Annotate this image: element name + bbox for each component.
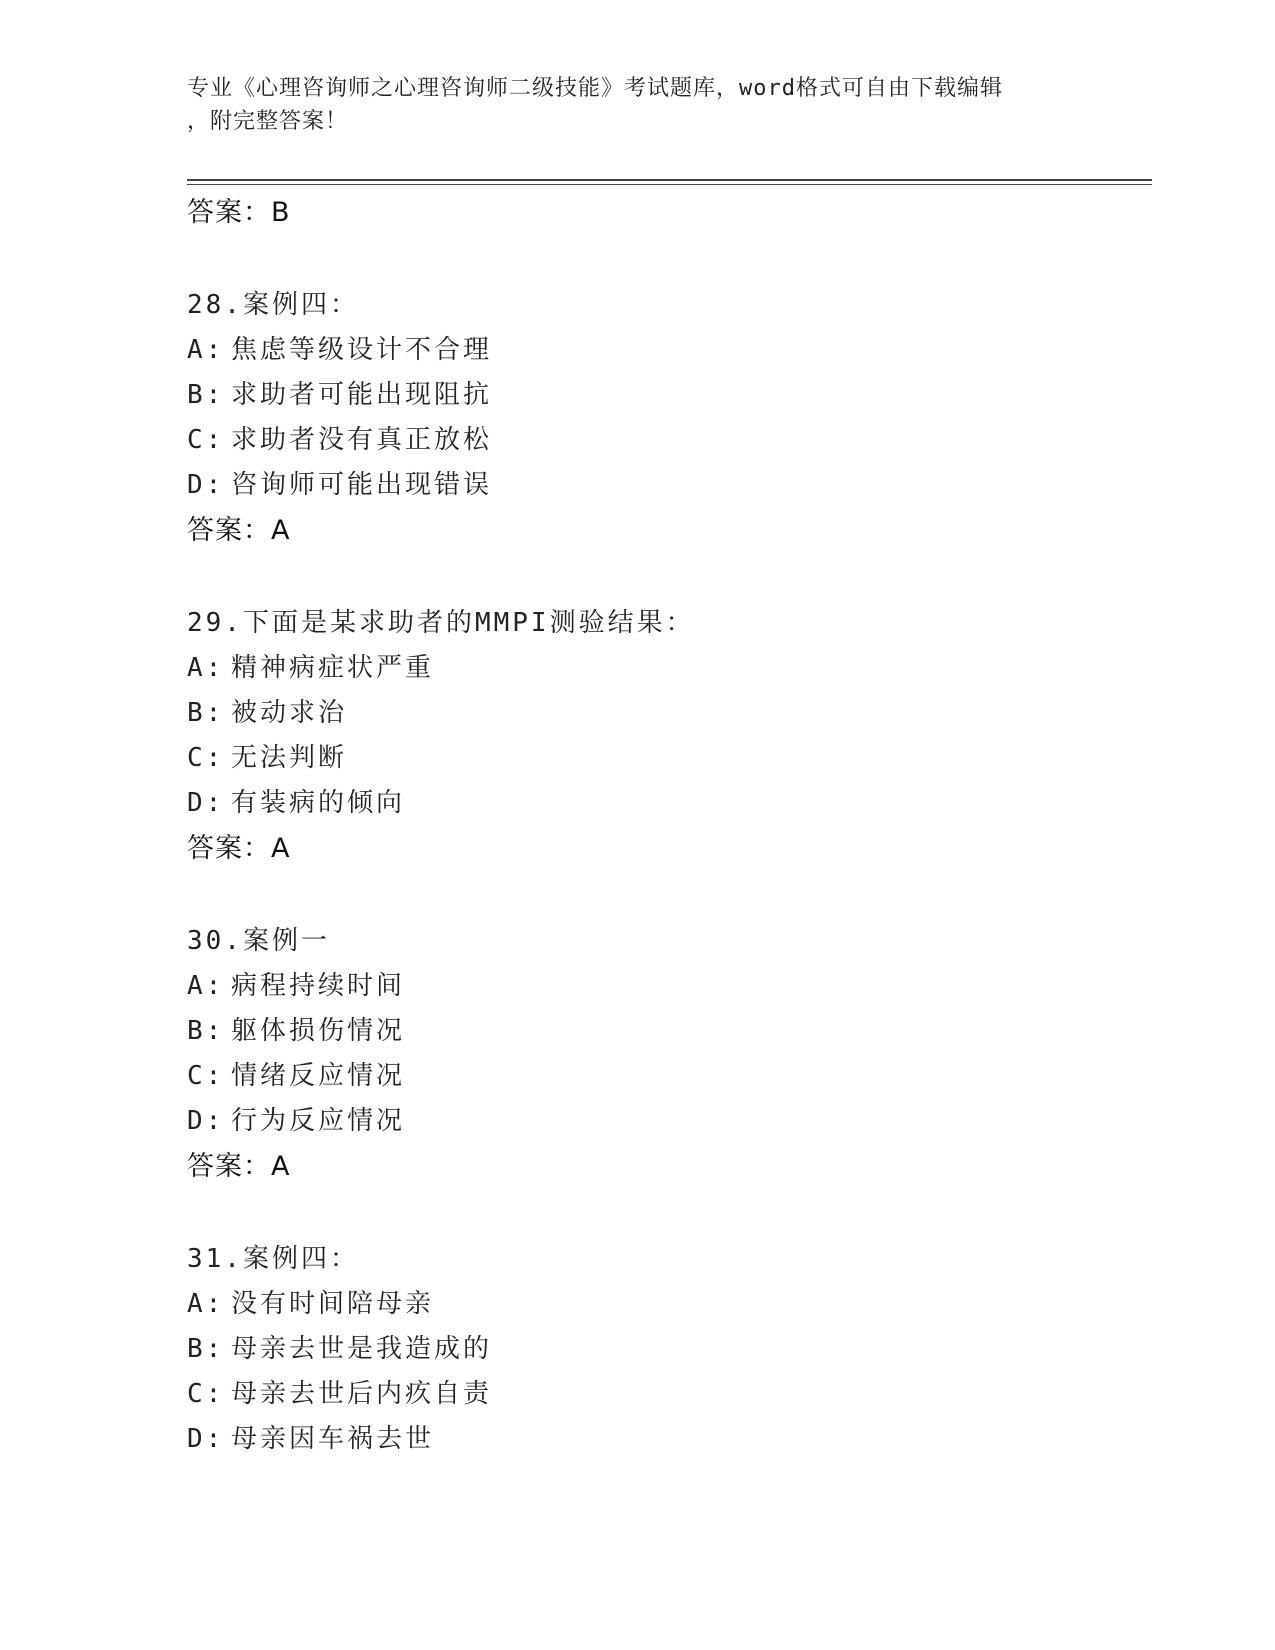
option-text: 母亲因车祸去世 (231, 1424, 435, 1454)
option-d (187, 1099, 1147, 1144)
option-letter: D: (187, 788, 225, 818)
option-a (187, 1282, 1147, 1327)
option-c (187, 736, 1147, 781)
option-letter: B: (187, 380, 225, 410)
option-text: 母亲去世后内疚自责 (231, 1379, 493, 1409)
option-d (187, 1417, 1147, 1462)
option-text: 精神病症状严重 (231, 653, 435, 683)
option-letter: B: (187, 1016, 225, 1046)
option-d (187, 463, 1147, 508)
answer-line: 答案：A (187, 833, 291, 864)
answer-line: 答案：A (187, 515, 291, 546)
header-line-2: ，附完整答案！ (187, 109, 349, 134)
header-divider-thick (187, 179, 1152, 181)
question-list (187, 190, 1147, 1462)
option-text: 病程持续时间 (231, 971, 406, 1001)
option-text: 躯体损伤情况 (231, 1016, 406, 1046)
option-b (187, 1009, 1147, 1054)
question-title: 30.案例一 (187, 926, 330, 956)
option-text: 无法判断 (231, 743, 348, 773)
option-a (187, 328, 1147, 373)
option-letter: C: (187, 743, 225, 773)
option-a (187, 646, 1147, 691)
option-text: 求助者没有真正放松 (231, 425, 493, 455)
option-b (187, 1327, 1147, 1372)
option-c (187, 418, 1147, 463)
option-c (187, 1372, 1147, 1417)
option-text: 求助者可能出现阻抗 (231, 380, 493, 410)
option-text: 焦虑等级设计不合理 (231, 335, 493, 365)
question-title: 29.下面是某求助者的MMPI测验结果： (187, 608, 695, 638)
question-title: 28.案例四： (187, 290, 359, 320)
option-letter: B: (187, 1334, 225, 1364)
option-letter: A: (187, 653, 225, 683)
option-letter: C: (187, 425, 225, 455)
option-text: 有装病的倾向 (231, 788, 406, 818)
option-a (187, 964, 1147, 1009)
option-text: 没有时间陪母亲 (231, 1289, 435, 1319)
answer-line: 答案：A (187, 1151, 291, 1182)
option-letter: A: (187, 335, 225, 365)
question-title: 31.案例四： (187, 1244, 359, 1274)
option-c (187, 1054, 1147, 1099)
document-header (187, 72, 1087, 138)
option-b (187, 691, 1147, 736)
option-letter: D: (187, 1106, 225, 1136)
option-letter: D: (187, 1424, 225, 1454)
option-letter: A: (187, 1289, 225, 1319)
option-text: 被动求治 (231, 698, 348, 728)
header-line-1: 专业《心理咨询师之心理咨询师二级技能》考试题库，word格式可自由下载编辑 (187, 76, 1003, 101)
option-d (187, 781, 1147, 826)
option-letter: A: (187, 971, 225, 1001)
option-b (187, 373, 1147, 418)
option-letter: C: (187, 1061, 225, 1091)
option-letter: C: (187, 1379, 225, 1409)
answer-line: 答案：B (187, 197, 291, 228)
option-letter: B: (187, 698, 225, 728)
header-divider-thin (187, 184, 1152, 185)
option-text: 行为反应情况 (231, 1106, 406, 1136)
option-text: 咨询师可能出现错误 (231, 470, 493, 500)
option-text: 母亲去世是我造成的 (231, 1334, 493, 1364)
option-letter: D: (187, 470, 225, 500)
option-text: 情绪反应情况 (231, 1061, 406, 1091)
